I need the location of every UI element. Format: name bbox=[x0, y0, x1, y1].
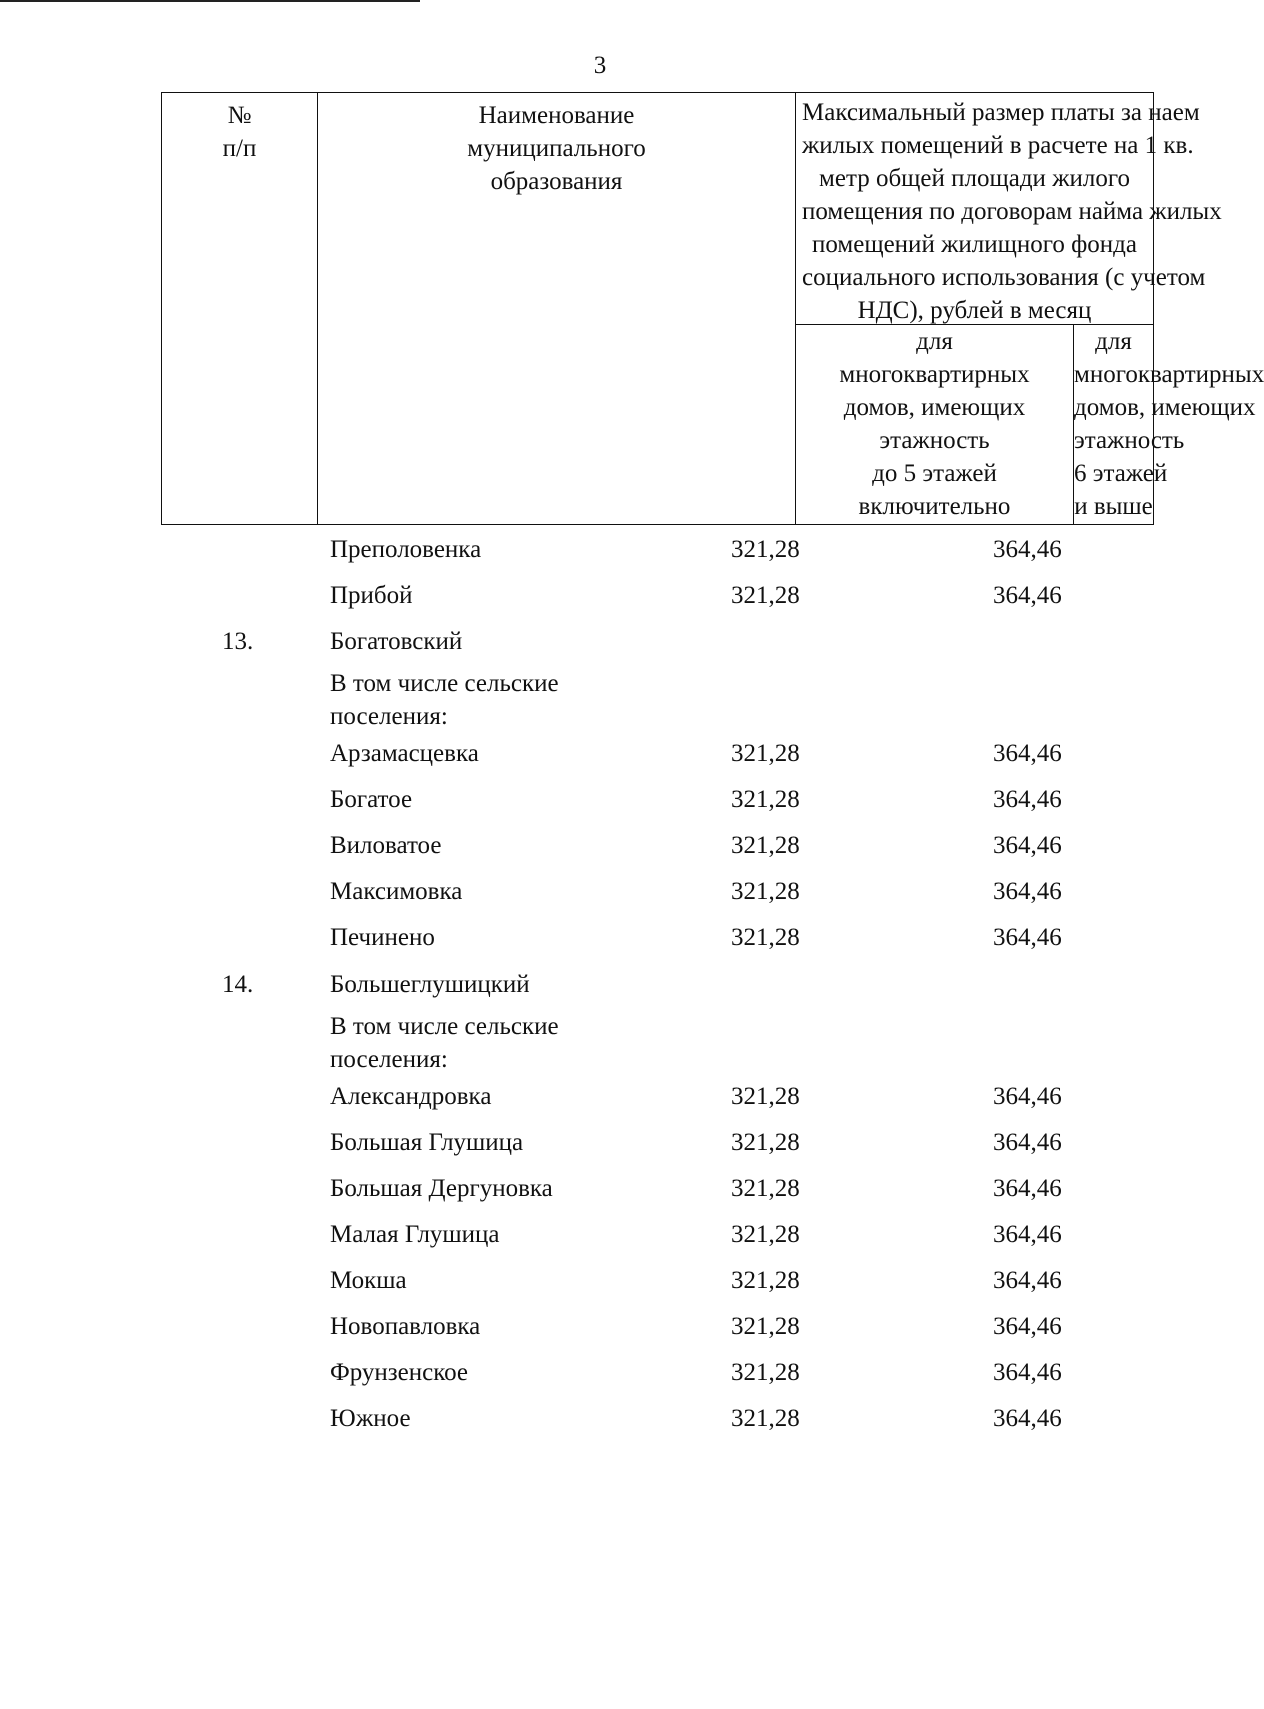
row-value-6-plus: 364,46 bbox=[993, 786, 1062, 813]
table-row bbox=[0, 1129, 1200, 1163]
row-value-6-plus: 364,46 bbox=[993, 1405, 1062, 1432]
row-value-up-to-5: 321,28 bbox=[731, 1359, 800, 1386]
row-value-up-to-5: 321,28 bbox=[731, 1221, 800, 1248]
row-name: Преполовенка bbox=[330, 536, 482, 563]
header-line: домов, имеющих bbox=[1074, 394, 1256, 421]
table-row bbox=[0, 1313, 1200, 1347]
row-value-up-to-5: 321,28 bbox=[731, 582, 800, 609]
row-value-up-to-5: 321,28 bbox=[731, 1405, 800, 1432]
header-line: до 5 этажей bbox=[872, 460, 997, 487]
header-line: помещения по договорам найма жилых bbox=[802, 198, 1222, 225]
table-row bbox=[0, 1221, 1200, 1255]
table-row bbox=[0, 971, 1200, 1005]
header-line: п/п bbox=[222, 135, 257, 162]
row-name: Прибой bbox=[330, 582, 413, 609]
row-value-up-to-5: 321,28 bbox=[731, 1129, 800, 1156]
header-line: включительно bbox=[858, 493, 1011, 520]
header-line: Наименование bbox=[478, 102, 635, 129]
row-value-6-plus: 364,46 bbox=[993, 536, 1062, 563]
subheading-line: В том числе сельские bbox=[330, 670, 559, 697]
row-name: Южное bbox=[330, 1405, 411, 1432]
row-value-6-plus: 364,46 bbox=[993, 1267, 1062, 1294]
table-row bbox=[0, 628, 1200, 662]
subheading-rural-settlements bbox=[330, 1010, 559, 1076]
header-line: 6 этажей bbox=[1074, 460, 1168, 487]
table-row bbox=[0, 1267, 1200, 1301]
subheading-rural-settlements bbox=[330, 667, 559, 733]
table-header bbox=[161, 92, 1264, 525]
row-name: Максимовка bbox=[330, 878, 463, 905]
header-line: этажность bbox=[879, 427, 990, 454]
row-name: Арзамасцевка bbox=[330, 740, 479, 767]
header-line: многоквартирных bbox=[1074, 361, 1264, 388]
row-name: Печинено bbox=[330, 924, 435, 951]
row-value-6-plus: 364,46 bbox=[993, 1129, 1062, 1156]
header-line: жилых помещений в расчете на 1 кв. bbox=[802, 132, 1194, 159]
table-row bbox=[0, 582, 1200, 616]
table-row bbox=[0, 536, 1200, 570]
row-number: 14. bbox=[222, 971, 254, 998]
row-value-up-to-5: 321,28 bbox=[731, 1313, 800, 1340]
table-row bbox=[0, 740, 1200, 774]
header-line: домов, имеющих bbox=[843, 394, 1026, 421]
row-value-6-plus: 364,46 bbox=[993, 582, 1062, 609]
table-row bbox=[0, 786, 1200, 820]
subheading-line: поселения: bbox=[330, 703, 448, 730]
row-value-6-plus: 364,46 bbox=[993, 1221, 1062, 1248]
header-line: многоквартирных bbox=[839, 361, 1030, 388]
row-value-up-to-5: 321,28 bbox=[731, 1267, 800, 1294]
row-value-6-plus: 364,46 bbox=[993, 1313, 1062, 1340]
row-value-6-plus: 364,46 bbox=[993, 1083, 1062, 1110]
row-name: Большая Дергуновка bbox=[330, 1175, 553, 1202]
row-name: Малая Глушица bbox=[330, 1221, 500, 1248]
row-value-6-plus: 364,46 bbox=[993, 1359, 1062, 1386]
page-number: 3 bbox=[593, 52, 607, 79]
table-row bbox=[0, 878, 1200, 912]
row-name: Фрунзенское bbox=[330, 1359, 469, 1386]
header-col-max-fee bbox=[796, 93, 1222, 325]
row-value-up-to-5: 321,28 bbox=[731, 536, 800, 563]
header-line: для bbox=[1095, 328, 1132, 355]
table-row bbox=[0, 1359, 1200, 1393]
header-line: метр общей площади жилого bbox=[819, 165, 1130, 192]
row-value-6-plus: 364,46 bbox=[993, 1175, 1062, 1202]
row-name: Большеглушицкий bbox=[330, 971, 530, 998]
row-name: Богатовский bbox=[330, 628, 463, 655]
row-value-up-to-5: 321,28 bbox=[731, 924, 800, 951]
header-line: этажность bbox=[1074, 427, 1185, 454]
table-row bbox=[0, 1405, 1200, 1439]
row-name: Виловатое bbox=[330, 832, 442, 859]
table-row bbox=[0, 1175, 1200, 1209]
header-col-number bbox=[162, 93, 318, 524]
table-row bbox=[0, 1083, 1200, 1117]
header-col-name bbox=[318, 93, 796, 524]
row-value-up-to-5: 321,28 bbox=[731, 878, 800, 905]
header-line: помещений жилищного фонда bbox=[812, 231, 1137, 258]
row-value-6-plus: 364,46 bbox=[993, 878, 1062, 905]
row-value-up-to-5: 321,28 bbox=[731, 1083, 800, 1110]
table-row bbox=[0, 924, 1200, 958]
row-name: Александровка bbox=[330, 1083, 492, 1110]
row-number: 13. bbox=[222, 628, 254, 655]
header-line: муниципального bbox=[467, 135, 646, 162]
row-name: Большая Глушица bbox=[330, 1129, 524, 1156]
header-sub-up-to-5-floors bbox=[796, 325, 1074, 524]
row-name: Новопавловка bbox=[330, 1313, 481, 1340]
header-line: образования bbox=[490, 168, 623, 195]
subheading-line: поселения: bbox=[330, 1046, 448, 1073]
header-line: НДС), рублей в месяц bbox=[857, 297, 1092, 324]
row-value-up-to-5: 321,28 bbox=[731, 740, 800, 767]
row-value-6-plus: 364,46 bbox=[993, 924, 1062, 951]
row-value-6-plus: 364,46 bbox=[993, 832, 1062, 859]
header-line: № bbox=[227, 102, 252, 129]
header-line: Максимальный размер платы за наем bbox=[802, 99, 1200, 126]
row-name: Мокша bbox=[330, 1267, 407, 1294]
table-row bbox=[0, 832, 1200, 866]
top-border-line bbox=[0, 0, 420, 2]
header-line: и выше bbox=[1074, 493, 1153, 520]
header-line: социального использования (с учетом bbox=[802, 264, 1206, 291]
row-value-up-to-5: 321,28 bbox=[731, 786, 800, 813]
header-line: для bbox=[916, 328, 953, 355]
subheading-line: В том числе сельские bbox=[330, 1013, 559, 1040]
row-name: Богатое bbox=[330, 786, 413, 813]
row-value-6-plus: 364,46 bbox=[993, 740, 1062, 767]
row-value-up-to-5: 321,28 bbox=[731, 1175, 800, 1202]
header-sub-6-floors-and-above bbox=[1074, 325, 1264, 524]
row-value-up-to-5: 321,28 bbox=[731, 832, 800, 859]
